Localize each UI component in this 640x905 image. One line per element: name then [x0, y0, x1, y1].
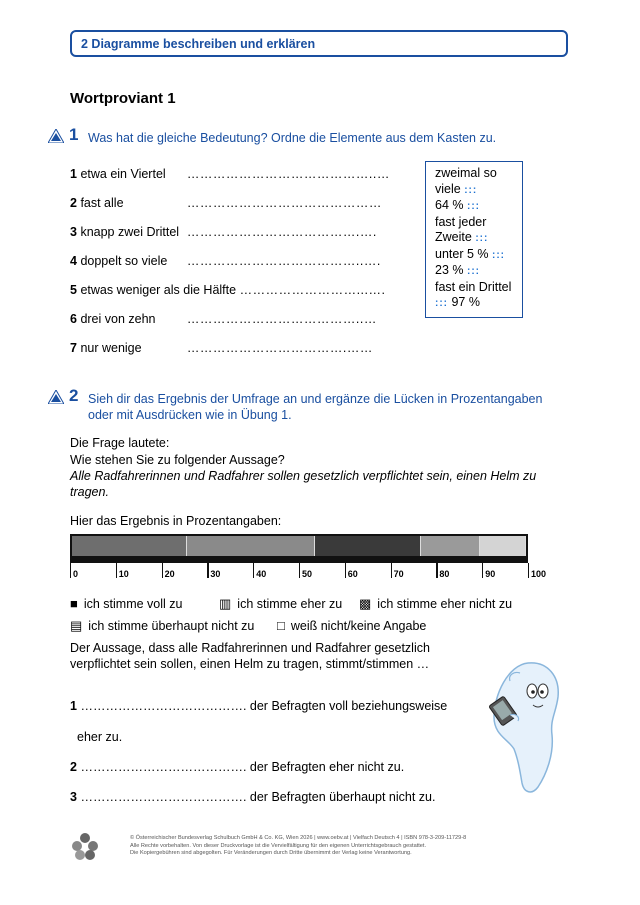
bar-segment	[187, 536, 315, 556]
axis-tick	[436, 563, 437, 578]
legend-item	[277, 618, 426, 633]
axis-tick	[528, 563, 529, 578]
word-box-line	[435, 247, 522, 264]
separator-icon: :::	[466, 201, 480, 212]
word-box-line	[435, 295, 522, 312]
item-number: 3	[70, 225, 77, 239]
item-label: nur wenige	[80, 341, 142, 355]
task-level-icon	[48, 129, 64, 143]
item-label: fast alle	[80, 196, 124, 210]
axis-tick	[345, 563, 346, 578]
word-box-text: 23 %	[435, 263, 464, 277]
answer-blank[interactable]: ………………………...….	[239, 283, 386, 297]
task-level-icon	[48, 390, 64, 404]
conclusion-line1: Der Aussage, dass alle Radfahrerinnen und Radfahrer gesetzlich	[70, 641, 430, 655]
answer-text: eher zu.	[77, 730, 123, 744]
separator-icon: :::	[464, 184, 478, 196]
tick-label: 30	[210, 569, 221, 579]
item-number: 1	[70, 167, 77, 181]
answer-number: 3	[70, 790, 77, 804]
statement-line2: tragen.	[70, 485, 109, 499]
answer-number: 2	[70, 760, 77, 774]
answer-blank[interactable]: ………………………………….….	[186, 225, 377, 239]
item-number: 7	[70, 341, 77, 355]
tick-label: 80	[439, 569, 450, 579]
word-box-line	[435, 182, 522, 199]
item-number: 2	[70, 196, 77, 210]
word-box-line	[435, 263, 522, 280]
word-box-text: fast jeder	[435, 214, 487, 229]
item-number: 4	[70, 254, 77, 268]
question-intro: Die Frage lautete:	[70, 436, 170, 450]
bar-segment	[421, 536, 481, 556]
word-box-line	[435, 280, 522, 296]
matching-item	[70, 283, 385, 297]
matching-item	[70, 196, 382, 210]
footer-line1: © Österreichischer Bundesverlag Schulbuch GmbH & Co. KG, Wien 2026 | www.oebv.at | Vielfach Deutsch 4 | ISBN 978-3-209-11729-8	[130, 835, 467, 841]
word-box-line	[435, 198, 522, 215]
tick-label: 20	[164, 569, 175, 579]
oebv-logo-icon	[70, 832, 100, 862]
tick-label: 40	[256, 569, 267, 579]
legend-symbol-icon: ■	[70, 596, 78, 611]
bar-segment	[72, 536, 187, 556]
answer-number: 1	[70, 699, 77, 713]
legend-label: ich stimme eher nicht zu	[377, 597, 513, 611]
axis-tick	[116, 563, 117, 578]
matching-item	[70, 225, 377, 239]
answer-blank[interactable]: …………………………………..…	[186, 312, 377, 326]
axis-tick	[70, 563, 71, 578]
matching-item	[70, 167, 390, 181]
word-box-line	[435, 166, 522, 182]
task-number: 2	[69, 386, 79, 405]
section-title: Wortproviant 1	[70, 90, 176, 107]
legend-symbol-icon: ▥	[219, 596, 232, 611]
separator-icon: :::	[435, 298, 448, 309]
matching-item	[70, 312, 377, 326]
matching-item	[70, 341, 373, 355]
conclusion-line2: verpflichtet sein sollen, einen Helm zu tragen, stimmt/stimmen …	[70, 657, 430, 671]
tick-label: 90	[485, 569, 496, 579]
task-instruction: Was hat die gleiche Bedeutung? Ordne die Elemente aus dem Kasten zu.	[88, 131, 497, 145]
chapter-header	[70, 30, 568, 57]
task-number: 1	[69, 125, 79, 144]
ghost-mascot-illustration	[480, 655, 568, 800]
answer-line	[70, 760, 404, 774]
legend-label: ich stimme voll zu	[83, 596, 183, 611]
answer-blank[interactable]: …………………………………..….	[186, 254, 381, 268]
legend-item	[359, 596, 512, 612]
answer-line	[70, 699, 447, 713]
answer-blank[interactable]: ………………………………………	[186, 196, 382, 210]
word-box-text: zweimal so	[435, 166, 497, 180]
item-label: doppelt so viele	[80, 254, 168, 268]
axis-tick	[482, 563, 483, 578]
item-number: 5	[70, 283, 77, 297]
answer-line	[70, 790, 435, 804]
legend-label: ich stimme eher zu	[237, 597, 343, 611]
copyright-footer	[130, 835, 560, 858]
answer-blank[interactable]: ………………………………….	[80, 760, 247, 774]
word-box-text: 64 %	[435, 198, 464, 212]
legend-item	[70, 618, 254, 634]
legend-symbol-icon: ▩	[359, 596, 372, 611]
word-box-text: viele	[435, 181, 461, 196]
tick-label: 10	[118, 569, 129, 579]
item-label: knapp zwei Drittel	[80, 225, 180, 239]
word-box-text: fast ein Drittel	[435, 279, 512, 294]
axis-tick	[253, 563, 254, 578]
answer-blank[interactable]: ……………………………….……	[186, 341, 373, 355]
footer-line3: Die Kopiergebühren sind abgegolten. Für Veränderungen durch Dritte übernimmt der Verlag keine Verantwortung.	[130, 850, 412, 856]
tick-label: 70	[393, 569, 404, 579]
legend-symbol-icon: ▤	[70, 618, 83, 633]
task-instruction-line1: Sieh dir das Ergebnis der Umfrage an und ergänze die Lücken in Prozentangaben	[88, 392, 543, 406]
answer-blank[interactable]: ………………………………….	[80, 790, 247, 804]
answer-text: der Befragten voll beziehungsweise	[249, 699, 448, 713]
answer-blank[interactable]: ……………………………………..…	[186, 167, 390, 181]
answer-line	[77, 730, 122, 744]
result-intro: Hier das Ergebnis in Prozentangaben:	[70, 514, 282, 528]
item-label: drei von zehn	[80, 312, 156, 326]
item-label: etwas weniger als die Hälfte	[80, 283, 237, 297]
legend-label: weiß nicht/keine Angabe	[290, 618, 427, 633]
answer-text: der Befragten überhaupt nicht zu.	[249, 790, 436, 804]
word-box-text: unter 5 %	[435, 246, 489, 261]
tick-label: 50	[302, 569, 313, 579]
axis-tick	[207, 563, 208, 578]
separator-icon: :::	[492, 249, 505, 261]
word-box-line	[435, 230, 522, 247]
task-instruction-line2: oder mit Ausdrücken wie in Übung 1.	[88, 408, 292, 422]
statement-line1: Alle Radfahrerinnen und Radfahrer sollen gesetzlich verpflichtet sein, einen Helm zu	[70, 469, 537, 483]
axis-tick	[162, 563, 163, 578]
tick-label: 100	[531, 569, 547, 579]
stacked-bar	[70, 534, 528, 558]
answer-blank[interactable]: ………………………………….	[80, 699, 247, 713]
legend-symbol-icon: □	[277, 618, 285, 633]
chapter-title: 2 Diagramme beschreiben und erklären	[81, 36, 316, 51]
word-box	[425, 161, 523, 318]
legend-item	[70, 596, 183, 611]
separator-icon: :::	[475, 233, 489, 244]
legend-item	[219, 596, 342, 612]
separator-icon: :::	[466, 266, 480, 277]
word-box-text: Zweite	[435, 230, 472, 244]
bar-segment	[480, 536, 526, 556]
axis-tick	[299, 563, 300, 578]
tick-label: 0	[73, 569, 79, 579]
legend-label: ich stimme überhaupt nicht zu	[88, 619, 255, 633]
question: Wie stehen Sie zu folgender Aussage?	[70, 453, 285, 467]
answer-text: der Befragten eher nicht zu.	[249, 760, 405, 774]
item-number: 6	[70, 312, 77, 326]
tick-label: 60	[347, 569, 358, 579]
matching-item	[70, 254, 381, 268]
footer-line2: Alle Rechte vorbehalten. Von dieser Druckvorlage ist die Vervielfältigung für den eigenen Unterrichtsgebrauch gestattet.	[130, 842, 427, 849]
word-box-line	[435, 215, 522, 231]
word-box-text: 97 %	[451, 295, 480, 309]
axis-tick	[391, 563, 392, 578]
item-label: etwa ein Viertel	[80, 167, 166, 181]
bar-segment	[315, 536, 420, 556]
